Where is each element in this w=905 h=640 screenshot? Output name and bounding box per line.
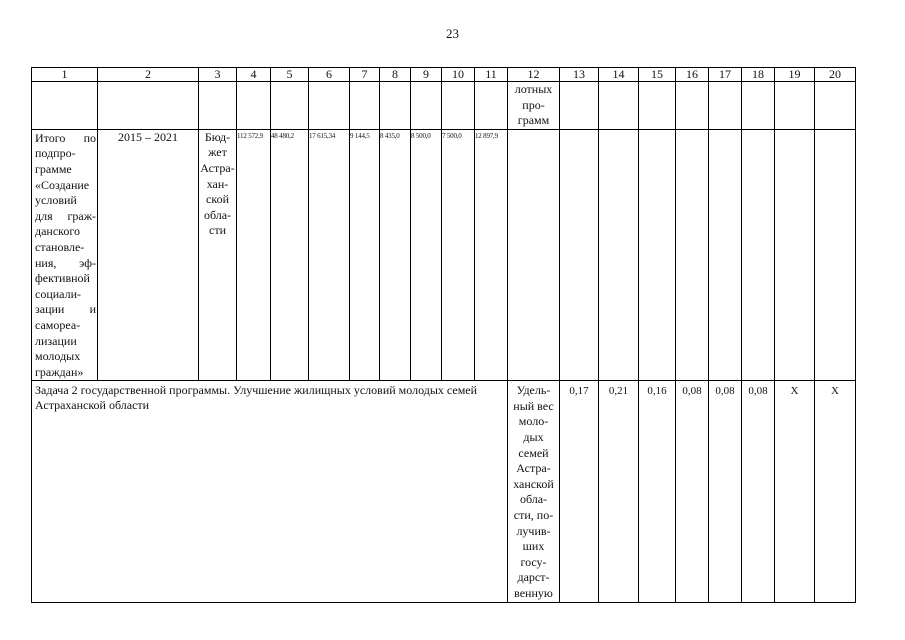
text-line: «Создание [35,177,90,192]
text-line: про- [522,97,545,112]
indicator-value-cell: 0,08 [676,381,709,602]
text-line: зации и [35,302,96,317]
funding-2020-cell: 7 500,0 [442,129,475,381]
text-line: для граж- [35,208,96,223]
text-line: жет [208,145,227,160]
subprogram-name-cell [32,129,98,381]
funding-2016-cell: 17 615,34 [309,129,350,381]
column-header: 20 [815,68,856,82]
column-header: 19 [775,68,815,82]
text-line: венную [514,586,553,600]
column-header: 7 [350,68,380,82]
indicator-value-cell: 0,08 [742,381,775,602]
column-header: 5 [271,68,309,82]
column-header: 6 [309,68,350,82]
text-line: грамм [517,113,550,128]
text-line: моло- [518,414,549,429]
text-line: социали- [35,286,82,301]
text-line: граждан» [35,364,84,379]
indicator-value-cell: X [775,381,815,602]
text-line: Астра- [200,160,235,175]
column-header: 15 [639,68,676,82]
text-line: ской [206,192,229,207]
text-line: данского [35,224,81,239]
column-number-row [32,68,856,82]
text-line: молодых [35,349,81,364]
text-line: подпро- [35,146,76,161]
text-line: фективной [35,271,90,286]
funding-2019-cell: 8 500,0 [411,129,442,381]
text-line: сти, по- [513,508,554,523]
column-header: 11 [475,68,508,82]
indicator-value-cell: 0,17 [560,381,599,602]
text-line: обла- [519,492,548,507]
indicator-name-cell [508,381,560,602]
column-header: 18 [742,68,775,82]
funding-2017-cell: 9 144,5 [350,129,380,381]
task-description-cell: Задача 2 государственной программы. Улучшение жилищных условий молодых семей Астраханской области [32,381,508,602]
continued-row [32,82,856,130]
text-line: госу- [520,554,547,569]
page-number: 23 [446,26,459,41]
text-line: становле- [35,239,85,254]
column-header: 8 [380,68,411,82]
text-line: Итого по [35,130,96,145]
text-line: лучив- [516,523,551,538]
column-header: 4 [237,68,271,82]
column-header: 16 [676,68,709,82]
column-header: 2 [98,68,199,82]
funding-total-cell: 112 572,9 [237,129,271,381]
text-line: самореа- [35,317,81,332]
task-row [32,381,856,602]
text-line: сти [209,223,226,238]
indicator-value-cell: 0,08 [709,381,742,602]
text-line: условий [35,193,77,208]
text-line: ния, эф- [35,255,96,270]
column-header: 3 [199,68,237,82]
period-cell: 2015 – 2021 [98,129,199,381]
continued-indicator-cell [508,82,560,130]
column-header: 1 [32,68,98,82]
text-line: ших [522,539,545,554]
text-line: лизации [35,333,77,348]
program-table [31,67,856,603]
column-header: 13 [560,68,599,82]
funding-2015-cell: 48 480,2 [271,129,309,381]
text-line: Астра- [516,461,551,476]
indicator-value-cell: 0,16 [639,381,676,602]
text-line: хан- [206,176,229,191]
text-line: обла- [203,207,232,222]
column-header: 14 [599,68,639,82]
text-line: грамме [35,161,72,176]
text-line: дарст- [517,570,550,585]
text-line: лотных [514,82,553,96]
text-line: дых [523,430,544,445]
funding-2018-cell: 8 435,0 [380,129,411,381]
funding-source-cell [199,129,237,381]
text-line: Бюд- [204,129,231,144]
text-line: ханской [513,476,554,491]
column-header: 17 [709,68,742,82]
subprogram-total-row [32,129,856,381]
indicator-value-cell: X [815,381,856,602]
text-line: Удель- [516,383,551,398]
column-header: 12 [508,68,560,82]
indicator-value-cell: 0,21 [599,381,639,602]
text-line: семей [518,445,549,460]
column-header: 9 [411,68,442,82]
text-line: ный вес [513,398,554,413]
funding-2021-cell: 12 897,9 [475,129,508,381]
column-header: 10 [442,68,475,82]
